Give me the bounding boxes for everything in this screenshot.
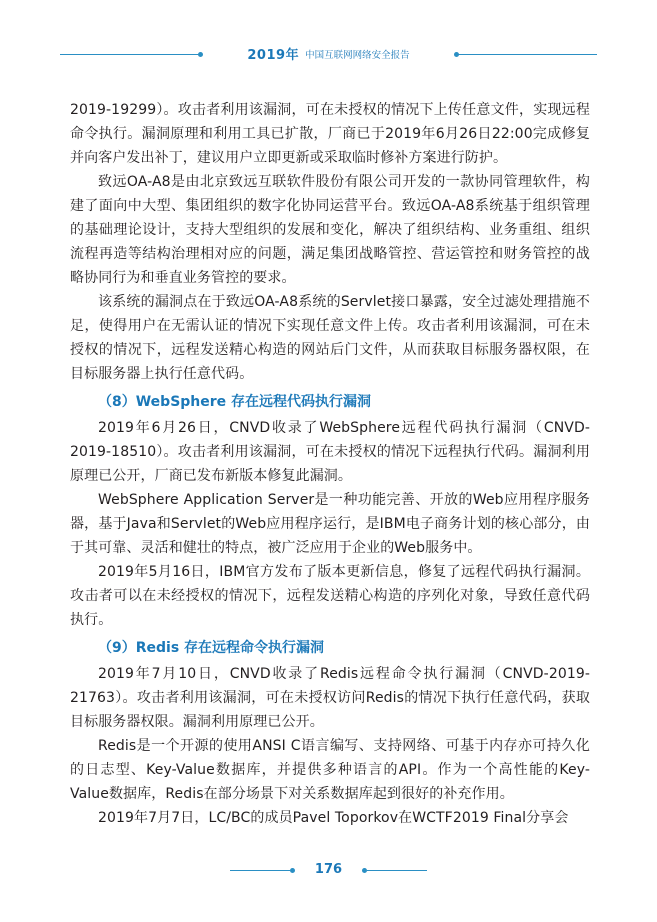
body-paragraph: 致远OA-A8是由北京致远互联软件股份有限公司开发的一款协同管理软件，构建了面向中大型、集团组织的数字化协同运营平台。致远OA-A8系统基于组织管理的基础理论设计，支持大型组织的发展和变化，解决了组织结构、业务重组、组织流程再造等结构治理相对应的问题，满足集团战略管控、营运管控和财务管控的战略协同行为和垂直业务管控的要求。 [70, 174, 590, 286]
footer-rule-right [367, 870, 427, 871]
page-header [0, 40, 657, 70]
header-rule-right [457, 54, 597, 55]
body-paragraph: 2019-19299）。攻击者利用该漏洞，可在未授权的情况下上传任意文件，实现远程命令执行。漏洞原理和利用工具已扩散，厂商已于2019年6月26日22:00完成修复并向客户发出补丁，建议用户立即更新或采取临时修补方案进行防护。 [70, 102, 590, 166]
section-heading: （9）Redis 存在远程命令执行漏洞 [98, 640, 325, 656]
section-heading: （8）WebSphere 存在远程代码执行漏洞 [98, 394, 372, 410]
body-paragraph: WebSphere Application Server是一种功能完善、开放的Web应用程序服务器，基于Java和Servlet的Web应用程序运行，是IBM电子商务计划的核心部分，由于其可靠、灵活和健壮的特点，被广泛应用于企业的Web服务中。 [70, 492, 590, 556]
body-paragraph: 2019年7月10日，CNVD收录了Redis远程命令执行漏洞（CNVD-2019-21763）。攻击者利用该漏洞，可在未授权访问Redis的情况下执行任意代码，获取目标服务器权限。漏洞利用原理已公开。 [70, 666, 590, 730]
header-year: 2019年 [247, 48, 300, 63]
header-report-title: 中国互联网网络安全报告 [305, 49, 410, 61]
page-number: 176 [314, 862, 343, 877]
page-footer [0, 858, 657, 888]
page-body [70, 98, 590, 830]
body-paragraph: Redis是一个开源的使用ANSI C语言编写、支持网络、可基于内存亦可持久化的日志型、Key-Value数据库，并提供多种语言的API。作为一个高性能的Key-Value数据库，Redis在部分场景下对关系数据库起到很好的补充作用。 [70, 738, 590, 802]
body-paragraph: 2019年7月7日，LC/BC的成员Pavel Toporkov在WCTF2019 Final分享会 [98, 810, 569, 826]
body-paragraph: 2019年6月26日，CNVD收录了WebSphere远程代码执行漏洞（CNVD-2019-18510）。攻击者利用该漏洞，可在未授权的情况下远程执行代码。漏洞利用原理已公开，厂商已发布新版本修复此漏洞。 [70, 420, 590, 484]
body-paragraph: 该系统的漏洞点在于致远OA-A8系统的Servlet接口暴露，安全过滤处理措施不足，使得用户在无需认证的情况下实现任意文件上传。攻击者利用该漏洞，可在未授权的情况下，远程发送精心构造的网站后门文件，从而获取目标服务器权限，在目标服务器上执行任意代码。 [70, 294, 590, 382]
body-paragraph: 2019年5月16日，IBM官方发布了版本更新信息，修复了远程代码执行漏洞。攻击者可以在未经授权的情况下，远程发送精心构造的序列化对象，导致任意代码执行。 [70, 564, 590, 628]
